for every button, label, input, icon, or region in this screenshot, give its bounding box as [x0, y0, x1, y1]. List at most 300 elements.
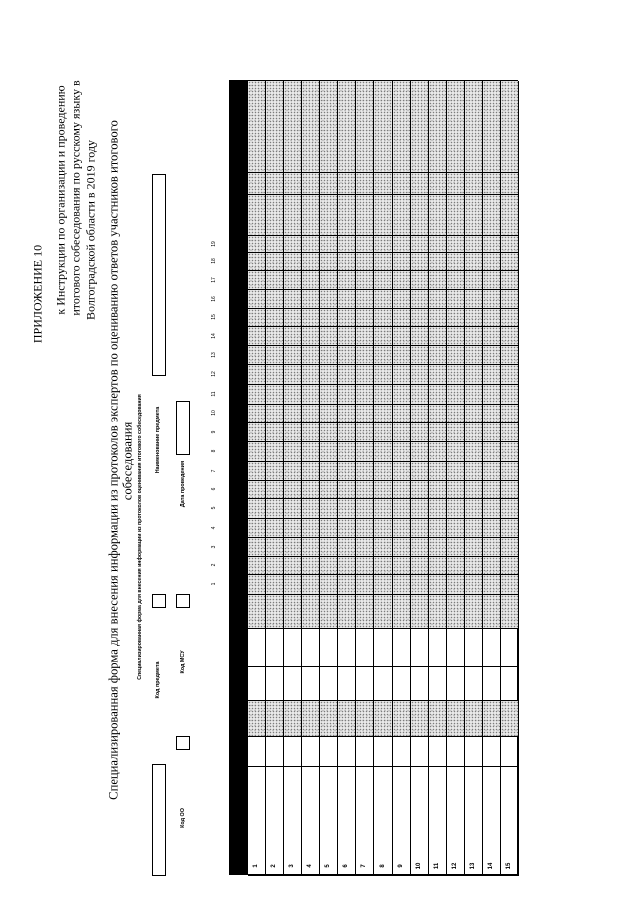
grid-cell[interactable]: [284, 442, 302, 462]
grid-cell[interactable]: [284, 595, 302, 629]
grid-cell[interactable]: [248, 253, 266, 271]
grid-cell[interactable]: [483, 481, 501, 499]
grid-cell[interactable]: [248, 309, 266, 327]
grid-cell[interactable]: [447, 499, 465, 519]
grid-cell[interactable]: [465, 346, 483, 365]
grid-cell[interactable]: [393, 519, 411, 538]
grid-cell[interactable]: [501, 462, 519, 481]
grid-cell[interactable]: [338, 81, 356, 173]
grid-cell[interactable]: [248, 173, 266, 195]
grid-cell[interactable]: [393, 538, 411, 557]
grid-cell[interactable]: [501, 173, 519, 195]
grid-cell[interactable]: [429, 290, 447, 309]
grid-cell[interactable]: [266, 195, 284, 236]
grid-cell[interactable]: [302, 236, 320, 253]
grid-cell[interactable]: [501, 629, 519, 667]
grid-cell[interactable]: [356, 236, 374, 253]
grid-cell[interactable]: [356, 629, 374, 667]
grid-cell[interactable]: [465, 557, 483, 575]
grid-cell[interactable]: [465, 253, 483, 271]
grid-cell[interactable]: [248, 442, 266, 462]
grid-cell[interactable]: [248, 519, 266, 538]
grid-cell[interactable]: [483, 236, 501, 253]
grid-cell[interactable]: [393, 595, 411, 629]
grid-cell[interactable]: [447, 595, 465, 629]
grid-cell[interactable]: [356, 309, 374, 327]
grid-cell[interactable]: [284, 629, 302, 667]
grid-cell[interactable]: [501, 538, 519, 557]
grid-cell[interactable]: [248, 423, 266, 442]
grid-cell[interactable]: [393, 327, 411, 346]
subject-code-field[interactable]: [152, 594, 166, 608]
grid-cell[interactable]: [266, 519, 284, 538]
grid-cell[interactable]: [356, 290, 374, 309]
grid-cell[interactable]: [501, 81, 519, 173]
grid-cell[interactable]: [393, 737, 411, 767]
grid-cell[interactable]: [393, 173, 411, 195]
grid-cell[interactable]: [284, 346, 302, 365]
grid-cell[interactable]: [374, 173, 392, 195]
grid-cell[interactable]: [393, 481, 411, 499]
grid-cell[interactable]: [393, 499, 411, 519]
grid-cell[interactable]: [302, 385, 320, 405]
grid-cell[interactable]: [447, 385, 465, 405]
grid-cell[interactable]: [320, 385, 338, 405]
grid-cell[interactable]: [284, 519, 302, 538]
grid-cell[interactable]: [411, 271, 429, 290]
grid-cell[interactable]: [248, 290, 266, 309]
grid-cell[interactable]: [393, 309, 411, 327]
grid-cell[interactable]: [429, 538, 447, 557]
grid-cell[interactable]: [266, 481, 284, 499]
grid-cell[interactable]: [266, 595, 284, 629]
grid-cell[interactable]: [302, 327, 320, 346]
grid-cell[interactable]: [393, 405, 411, 423]
grid-cell[interactable]: [429, 499, 447, 519]
grid-cell[interactable]: [447, 442, 465, 462]
grid-cell[interactable]: [374, 767, 392, 876]
grid-cell[interactable]: [483, 499, 501, 519]
grid-cell[interactable]: [393, 253, 411, 271]
grid-cell[interactable]: [483, 290, 501, 309]
grid-cell[interactable]: [266, 346, 284, 365]
grid-cell[interactable]: [338, 667, 356, 701]
grid-cell[interactable]: [501, 327, 519, 346]
grid-cell[interactable]: [483, 346, 501, 365]
grid-cell[interactable]: [320, 236, 338, 253]
grid-cell[interactable]: [320, 195, 338, 236]
grid-cell[interactable]: [320, 442, 338, 462]
grid-cell[interactable]: [338, 309, 356, 327]
grid-cell[interactable]: [338, 442, 356, 462]
grid-cell[interactable]: [284, 195, 302, 236]
grid-cell[interactable]: [338, 701, 356, 737]
grid-cell[interactable]: [483, 737, 501, 767]
grid-cell[interactable]: [266, 309, 284, 327]
grid-cell[interactable]: [338, 629, 356, 667]
grid-cell[interactable]: [284, 327, 302, 346]
grid-cell[interactable]: [465, 737, 483, 767]
grid-cell[interactable]: [429, 557, 447, 575]
grid-cell[interactable]: [447, 629, 465, 667]
grid-cell[interactable]: [284, 575, 302, 595]
grid-cell[interactable]: [483, 195, 501, 236]
grid-cell[interactable]: [429, 327, 447, 346]
grid-cell[interactable]: [374, 253, 392, 271]
grid-cell[interactable]: [338, 327, 356, 346]
grid-cell[interactable]: [411, 253, 429, 271]
grid-cell[interactable]: [465, 365, 483, 385]
grid-cell[interactable]: [465, 667, 483, 701]
grid-cell[interactable]: [356, 327, 374, 346]
grid-cell[interactable]: [284, 290, 302, 309]
grid-cell[interactable]: [266, 271, 284, 290]
grid-cell[interactable]: [393, 346, 411, 365]
grid-cell[interactable]: [284, 385, 302, 405]
grid-cell[interactable]: [356, 519, 374, 538]
grid-cell[interactable]: [429, 365, 447, 385]
grid-cell[interactable]: [483, 405, 501, 423]
grid-cell[interactable]: [465, 327, 483, 346]
grid-cell[interactable]: [447, 575, 465, 595]
grid-cell[interactable]: [483, 595, 501, 629]
grid-cell[interactable]: [248, 81, 266, 173]
grid-cell[interactable]: [393, 271, 411, 290]
grid-cell[interactable]: [338, 405, 356, 423]
grid-cell[interactable]: [284, 767, 302, 876]
grid-cell[interactable]: [284, 81, 302, 173]
grid-cell[interactable]: [248, 767, 266, 876]
grid-cell[interactable]: [501, 442, 519, 462]
grid-cell[interactable]: [266, 290, 284, 309]
grid-cell[interactable]: [338, 236, 356, 253]
grid-cell[interactable]: [266, 236, 284, 253]
grid-cell[interactable]: [411, 667, 429, 701]
grid-cell[interactable]: [320, 737, 338, 767]
grid-cell[interactable]: [302, 519, 320, 538]
grid-cell[interactable]: [501, 423, 519, 442]
grid-cell[interactable]: [248, 737, 266, 767]
grid-cell[interactable]: [266, 405, 284, 423]
grid-cell[interactable]: [465, 538, 483, 557]
grid-cell[interactable]: [501, 346, 519, 365]
grid-cell[interactable]: [429, 405, 447, 423]
grid-cell[interactable]: [302, 595, 320, 629]
grid-cell[interactable]: [393, 195, 411, 236]
grid-cell[interactable]: [429, 195, 447, 236]
grid-cell[interactable]: [465, 173, 483, 195]
grid-cell[interactable]: [501, 595, 519, 629]
grid-cell[interactable]: [374, 481, 392, 499]
grid-cell[interactable]: [411, 327, 429, 346]
grid-cell[interactable]: [374, 423, 392, 442]
grid-cell[interactable]: [284, 557, 302, 575]
grid-cell[interactable]: [447, 462, 465, 481]
grid-cell[interactable]: [320, 173, 338, 195]
grid-cell[interactable]: [501, 575, 519, 595]
grid-cell[interactable]: [266, 365, 284, 385]
grid-cell[interactable]: [338, 385, 356, 405]
grid-cell[interactable]: [374, 309, 392, 327]
grid-cell[interactable]: [374, 575, 392, 595]
grid-cell[interactable]: [429, 462, 447, 481]
grid-cell[interactable]: [356, 595, 374, 629]
grid-cell[interactable]: [320, 538, 338, 557]
grid-cell[interactable]: [374, 195, 392, 236]
grid-cell[interactable]: [429, 737, 447, 767]
grid-cell[interactable]: [483, 309, 501, 327]
grid-cell[interactable]: [429, 271, 447, 290]
grid-cell[interactable]: [429, 253, 447, 271]
grid-cell[interactable]: [374, 519, 392, 538]
grid-cell[interactable]: [284, 701, 302, 737]
grid-cell[interactable]: [483, 442, 501, 462]
grid-cell[interactable]: [393, 767, 411, 876]
grid-cell[interactable]: [248, 538, 266, 557]
grid-cell[interactable]: [411, 767, 429, 876]
grid-cell[interactable]: [302, 629, 320, 667]
grid-cell[interactable]: [266, 538, 284, 557]
grid-cell[interactable]: [501, 499, 519, 519]
grid-cell[interactable]: [302, 365, 320, 385]
grid-cell[interactable]: [320, 595, 338, 629]
grid-cell[interactable]: [501, 236, 519, 253]
grid-cell[interactable]: [248, 629, 266, 667]
grid-cell[interactable]: [447, 290, 465, 309]
grid-cell[interactable]: [266, 701, 284, 737]
grid-cell[interactable]: [338, 195, 356, 236]
grid-cell[interactable]: [447, 173, 465, 195]
grid-cell[interactable]: [374, 737, 392, 767]
grid-cell[interactable]: [338, 253, 356, 271]
grid-cell[interactable]: [338, 271, 356, 290]
grid-cell[interactable]: [411, 290, 429, 309]
grid-cell[interactable]: [501, 667, 519, 701]
grid-cell[interactable]: [483, 667, 501, 701]
grid-cell[interactable]: [429, 629, 447, 667]
grid-cell[interactable]: [356, 195, 374, 236]
grid-cell[interactable]: [338, 365, 356, 385]
grid-cell[interactable]: [338, 173, 356, 195]
grid-cell[interactable]: [248, 405, 266, 423]
grid-cell[interactable]: [465, 575, 483, 595]
grid-cell[interactable]: [465, 309, 483, 327]
grid-cell[interactable]: [393, 290, 411, 309]
grid-cell[interactable]: [338, 481, 356, 499]
subject-name-field[interactable]: [152, 174, 166, 376]
grid-cell[interactable]: [338, 290, 356, 309]
grid-cell[interactable]: [356, 557, 374, 575]
grid-cell[interactable]: [483, 629, 501, 667]
grid-cell[interactable]: [447, 271, 465, 290]
grid-cell[interactable]: [465, 519, 483, 538]
grid-cell[interactable]: [266, 575, 284, 595]
grid-cell[interactable]: [447, 737, 465, 767]
grid-cell[interactable]: [248, 346, 266, 365]
grid-cell[interactable]: [302, 253, 320, 271]
grid-cell[interactable]: [483, 462, 501, 481]
grid-cell[interactable]: [302, 557, 320, 575]
grid-cell[interactable]: [447, 346, 465, 365]
grid-cell[interactable]: [374, 405, 392, 423]
grid-cell[interactable]: [465, 629, 483, 667]
grid-cell[interactable]: [411, 173, 429, 195]
grid-cell[interactable]: [302, 271, 320, 290]
grid-cell[interactable]: [429, 595, 447, 629]
grid-cell[interactable]: [320, 290, 338, 309]
grid-cell[interactable]: [411, 519, 429, 538]
grid-cell[interactable]: [302, 195, 320, 236]
grid-cell[interactable]: [302, 462, 320, 481]
grid-cell[interactable]: [374, 81, 392, 173]
grid-cell[interactable]: [483, 575, 501, 595]
grid-cell[interactable]: [248, 385, 266, 405]
grid-cell[interactable]: [411, 346, 429, 365]
grid-cell[interactable]: [447, 253, 465, 271]
grid-cell[interactable]: [465, 462, 483, 481]
grid-cell[interactable]: [248, 462, 266, 481]
grid-cell[interactable]: [284, 462, 302, 481]
grid-cell[interactable]: [411, 499, 429, 519]
grid-cell[interactable]: [302, 701, 320, 737]
grid-cell[interactable]: [320, 701, 338, 737]
grid-cell[interactable]: [374, 290, 392, 309]
grid-cell[interactable]: [302, 767, 320, 876]
grid-cell[interactable]: [302, 405, 320, 423]
grid-cell[interactable]: [374, 385, 392, 405]
grid-cell[interactable]: [374, 701, 392, 737]
grid-cell[interactable]: [465, 236, 483, 253]
grid-cell[interactable]: [393, 629, 411, 667]
grid-cell[interactable]: [411, 538, 429, 557]
grid-cell[interactable]: [411, 385, 429, 405]
grid-cell[interactable]: [248, 271, 266, 290]
grid-cell[interactable]: [284, 499, 302, 519]
grid-cell[interactable]: [447, 309, 465, 327]
grid-cell[interactable]: [320, 667, 338, 701]
grid-cell[interactable]: [248, 481, 266, 499]
grid-cell[interactable]: [393, 236, 411, 253]
grid-cell[interactable]: [248, 557, 266, 575]
grid-cell[interactable]: [266, 767, 284, 876]
grid-cell[interactable]: [356, 365, 374, 385]
msu-code-field[interactable]: [176, 594, 190, 608]
grid-cell[interactable]: [429, 575, 447, 595]
grid-cell[interactable]: [338, 423, 356, 442]
grid-cell[interactable]: [266, 442, 284, 462]
grid-cell[interactable]: [465, 81, 483, 173]
grid-cell[interactable]: [356, 271, 374, 290]
grid-cell[interactable]: [411, 481, 429, 499]
grid-cell[interactable]: [501, 405, 519, 423]
grid-cell[interactable]: [501, 365, 519, 385]
grid-cell[interactable]: [266, 423, 284, 442]
grid-cell[interactable]: [266, 737, 284, 767]
grid-cell[interactable]: [302, 575, 320, 595]
grid-cell[interactable]: [248, 667, 266, 701]
grid-cell[interactable]: [483, 767, 501, 876]
grid-cell[interactable]: [284, 173, 302, 195]
grid-cell[interactable]: [284, 309, 302, 327]
grid-cell[interactable]: [320, 346, 338, 365]
grid-cell[interactable]: [483, 538, 501, 557]
grid-cell[interactable]: [447, 667, 465, 701]
grid-cell[interactable]: [356, 737, 374, 767]
grid-cell[interactable]: [483, 557, 501, 575]
grid-cell[interactable]: [302, 481, 320, 499]
grid-cell[interactable]: [356, 81, 374, 173]
grid-cell[interactable]: [356, 173, 374, 195]
grid-cell[interactable]: [302, 309, 320, 327]
grid-cell[interactable]: [338, 519, 356, 538]
grid-cell[interactable]: [411, 737, 429, 767]
grid-cell[interactable]: [320, 575, 338, 595]
grid-cell[interactable]: [266, 629, 284, 667]
grid-cell[interactable]: [248, 236, 266, 253]
grid-cell[interactable]: [374, 442, 392, 462]
grid-cell[interactable]: [411, 236, 429, 253]
grid-cell[interactable]: [465, 405, 483, 423]
grid-cell[interactable]: [501, 195, 519, 236]
grid-cell[interactable]: [483, 701, 501, 737]
grid-cell[interactable]: [429, 236, 447, 253]
grid-cell[interactable]: [284, 423, 302, 442]
region-field[interactable]: [152, 764, 166, 876]
grid-cell[interactable]: [393, 701, 411, 737]
grid-cell[interactable]: [447, 767, 465, 876]
grid-cell[interactable]: [320, 327, 338, 346]
grid-cell[interactable]: [374, 557, 392, 575]
grid-cell[interactable]: [429, 423, 447, 442]
grid-cell[interactable]: [374, 595, 392, 629]
grid-cell[interactable]: [465, 195, 483, 236]
grid-cell[interactable]: [483, 423, 501, 442]
grid-cell[interactable]: [320, 271, 338, 290]
grid-cell[interactable]: [338, 499, 356, 519]
grid-cell[interactable]: [411, 81, 429, 173]
grid-cell[interactable]: [411, 195, 429, 236]
grid-cell[interactable]: [266, 253, 284, 271]
grid-cell[interactable]: [356, 346, 374, 365]
date-field[interactable]: [176, 401, 190, 455]
grid-cell[interactable]: [429, 81, 447, 173]
grid-cell[interactable]: [356, 701, 374, 737]
grid-cell[interactable]: [429, 667, 447, 701]
grid-cell[interactable]: [374, 236, 392, 253]
grid-cell[interactable]: [501, 385, 519, 405]
grid-cell[interactable]: [374, 365, 392, 385]
grid-cell[interactable]: [302, 290, 320, 309]
grid-cell[interactable]: [429, 701, 447, 737]
grid-cell[interactable]: [374, 667, 392, 701]
grid-cell[interactable]: [266, 462, 284, 481]
grid-cell[interactable]: [356, 462, 374, 481]
grid-cell[interactable]: [374, 538, 392, 557]
grid-cell[interactable]: [465, 595, 483, 629]
grid-cell[interactable]: [411, 462, 429, 481]
grid-cell[interactable]: [411, 365, 429, 385]
grid-cell[interactable]: [302, 346, 320, 365]
grid-cell[interactable]: [447, 195, 465, 236]
grid-cell[interactable]: [374, 271, 392, 290]
grid-cell[interactable]: [284, 538, 302, 557]
grid-cell[interactable]: [447, 519, 465, 538]
grid-cell[interactable]: [338, 557, 356, 575]
grid-cell[interactable]: [284, 481, 302, 499]
grid-cell[interactable]: [501, 309, 519, 327]
grid-cell[interactable]: [411, 575, 429, 595]
grid-cell[interactable]: [501, 557, 519, 575]
